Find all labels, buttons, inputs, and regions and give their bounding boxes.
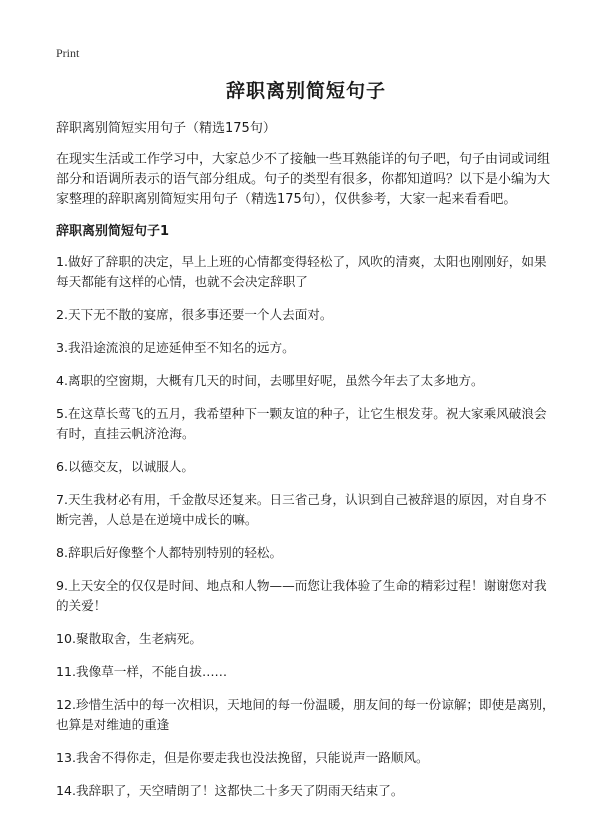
list-item: 14.我辞职了，天空晴朗了！这都快二十多天了阴雨天结束了。	[56, 783, 404, 798]
page-title: 辞职离别简短句子	[225, 80, 386, 102]
sentence-list	[56, 252, 556, 801]
list-item: 5.在这草长莺飞的五月，我希望种下一颗友谊的种子，让它生根发芽。祝大家乘风破浪会有时，直挂云帆济沧海。	[56, 406, 547, 441]
list-item: 6.以德交友，以诚服人。	[56, 459, 194, 474]
list-item: 1.做好了辞职的决定，早上上班的心情都变得轻松了，风吹的清爽，太阳也刚刚好，如果每天都能有这样的心情，也就不会决定辞职了	[56, 254, 547, 289]
document-subtitle: 辞职离别简短实用句子（精选175句）	[56, 121, 276, 136]
list-item: 10.聚散取舍，生老病死。	[56, 631, 202, 646]
list-item: 11.我像草一样，不能自拔……	[56, 664, 228, 679]
list-item: 8.辞职后好像整个人都特别特别的轻松。	[56, 545, 283, 560]
list-item: 4.离职的空窗期，大概有几天的时间，去哪里好呢，虽然今年去了太多地方。	[56, 373, 484, 388]
list-item: 3.我沿途流浪的足迹延伸至不知名的远方。	[56, 340, 295, 355]
print-label: Print	[56, 46, 80, 60]
list-item: 7.天生我材必有用，千金散尽还复来。日三省己身，认识到自己被辞退的原因，对自身不断完善，人总是在逆境中成长的嘛。	[56, 492, 547, 527]
list-item: 9.上天安全的仅仅是时间、地点和人物——而您让我体验了生命的精彩过程！谢谢您对我的关爱！	[56, 578, 547, 613]
list-item: 12.珍惜生活中的每一次相识，天地间的每一份温暖，朋友间的每一份谅解；即使是离别，也算是对维迪的重逢	[56, 697, 555, 732]
section-heading: 辞职离别简短句子1	[56, 224, 170, 239]
document-page	[56, 78, 556, 814]
list-item: 2.天下无不散的宴席，很多事还要一个人去面对。	[56, 307, 333, 322]
intro-paragraph: 在现实生活或工作学习中，大家总少不了接触一些耳熟能详的句子吧，句子由词或词组部分和语调所表示的语气部分组成。句子的类型有很多，你都知道吗？以下是小编为大家整理的辞职离别简短实用句子（精选175句），仅供参考，大家一起来看看吧。	[56, 152, 551, 207]
list-item: 13.我舍不得你走，但是你要走我也没法挽留，只能说声一路顺风。	[56, 750, 429, 765]
